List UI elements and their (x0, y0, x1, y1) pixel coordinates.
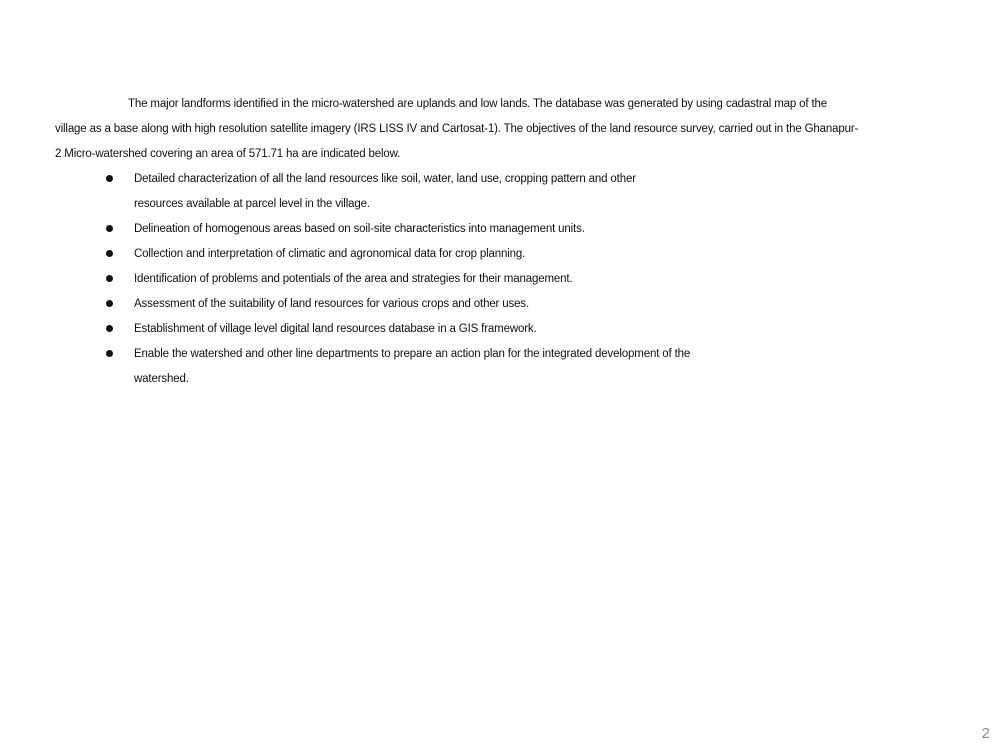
objective-item (100, 242, 900, 267)
objective-text: Delineation of homogenous areas based on soil-site characteristics into management units. (134, 223, 585, 235)
objective-item (100, 267, 900, 292)
objective-text: Detailed characterization of all the land resources like soil, water, land use, cropping pattern and other (134, 173, 636, 185)
objective-item (100, 317, 900, 342)
objective-text: Enable the watershed and other line departments to prepare an action plan for the integrated development of the (134, 348, 691, 360)
objectives-list (100, 167, 900, 392)
bullet-icon (106, 175, 113, 182)
objective-item (100, 217, 900, 242)
objective-item (100, 342, 900, 392)
bullet-icon (106, 225, 113, 232)
bullet-icon (106, 275, 113, 282)
bullet-icon (106, 325, 113, 332)
objective-item (100, 292, 900, 317)
objective-text: Identification of problems and potentials of the area and strategies for their management. (134, 273, 573, 285)
page-number: 2 (981, 725, 990, 742)
objective-text: Assessment of the suitability of land resources for various crops and other uses. (134, 298, 530, 310)
objective-text: resources available at parcel level in the village. (134, 198, 370, 210)
objective-text: watershed. (134, 373, 189, 385)
intro-paragraph (55, 92, 965, 167)
objective-text: Collection and interpretation of climatic and agronomical data for crop planning. (134, 248, 526, 260)
objective-text: Establishment of village level digital land resources database in a GIS framework. (134, 323, 537, 335)
bullet-icon (106, 250, 113, 257)
intro-line: village as a base along with high resolution satellite imagery (IRS LISS IV and Cartosat-1). The objectives of the land resource survey, carried out in the Ghanapur- (55, 123, 859, 135)
bullet-icon (106, 300, 113, 307)
bullet-icon (106, 350, 113, 357)
objective-item (100, 167, 900, 217)
intro-line: The major landforms identified in the micro-watershed are uplands and low lands. The database was generated by using cadastral map of the (128, 98, 828, 110)
intro-line: 2 Micro-watershed covering an area of 571.71 ha are indicated below. (55, 148, 401, 160)
